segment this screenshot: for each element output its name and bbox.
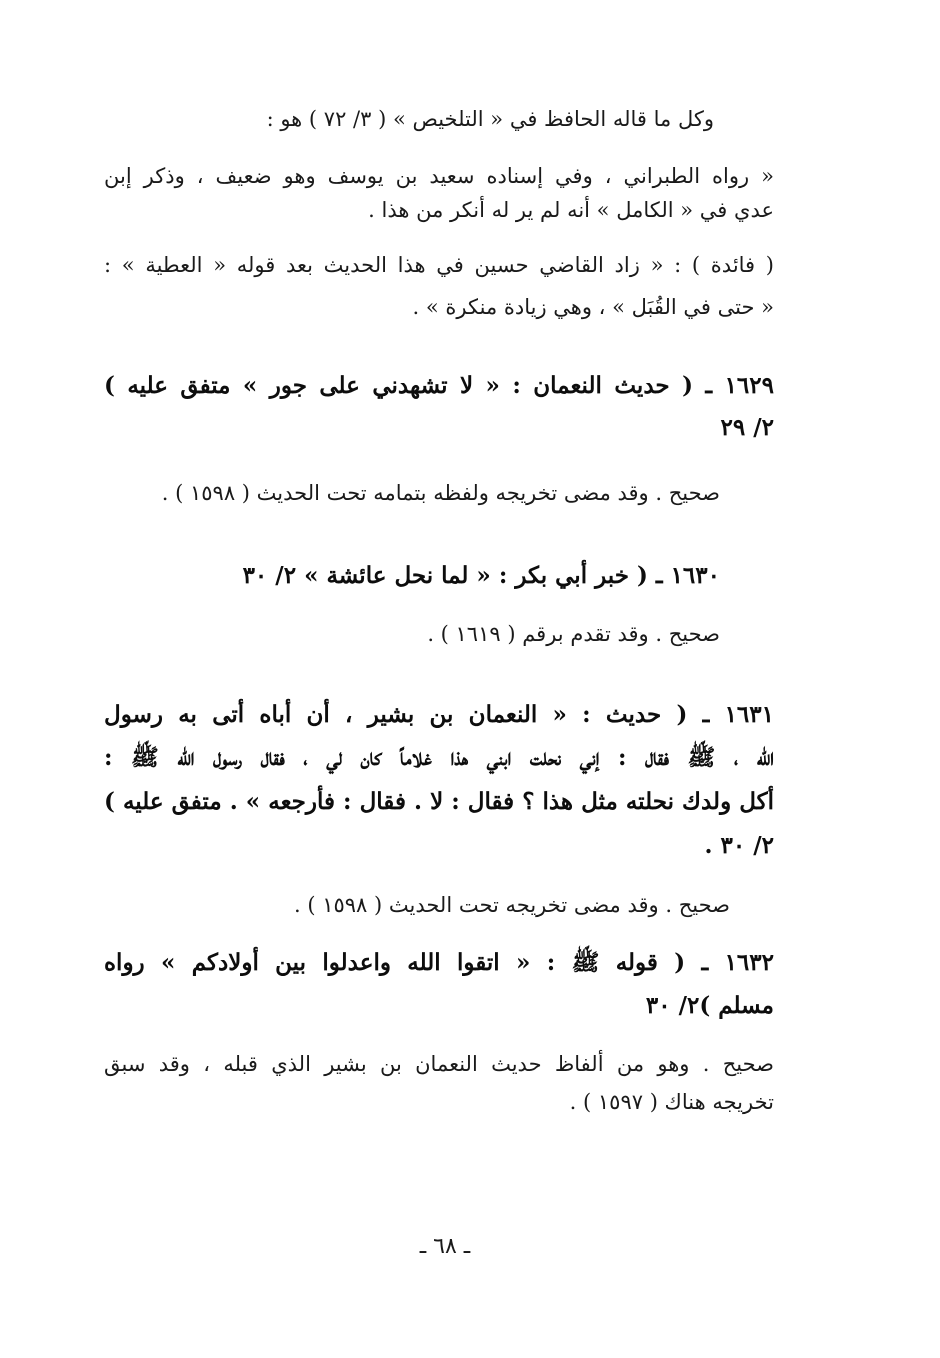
hadith-1631-line-2: الله ، ﷺ فقال : إني نحلت ابني هذا غلاماً كان لي ، فقال رسول الله ﷺ : [104,744,774,771]
faida-line-2: « حتى في القُبَل » ، وهي زيادة منكرة » . [412,295,774,319]
hadith-1631-line-1: ١٦٣١ ـ ( حديث : « النعمان بن بشير ، أن أباه أتى به رسول [104,701,774,728]
tabarani-quote-line-2: عدي في « الكامل » أنه لم ير له أنكر من هذا . [368,198,774,222]
hadith-1631-line-3: أكل ولدك نحلته مثل هذا ؟ فقال : لا . فقال : فأرجعه » . متفق عليه ) [104,788,774,815]
grading-1632-line-1: صحيح . وهو من ألفاظ حديث النعمان بن بشير الذي قبله ، وقد سبق [104,1052,774,1076]
hadith-1632-line-2: مسلم )٢/ ٣٠ [645,992,774,1019]
hadith-1630: ١٦٣٠ ـ ( خبر أبي بكر : « لما نحل عائشة » ٢/ ٣٠ [242,562,720,589]
hadith-1632-line-1: ١٦٣٢ ـ ( قوله ﷺ : « اتقوا الله واعدلوا بين أولادكم » رواه [104,949,774,976]
takhlis-quote-intro: وكل ما قاله الحافظ في « التلخيص » ( ٣/ ٧٢ ) هو : [266,107,714,131]
grading-1629: صحيح . وقد مضى تخريجه ولفظه بتمامه تحت الحديث ( ١٥٩٨ ) . [161,481,720,505]
grading-1632-line-2: تخريجه هناك ( ١٥٩٧ ) . [569,1090,774,1114]
grading-1630: صحيح . وقد تقدم برقم ( ١٦١٩ ) . [427,622,720,646]
hadith-1631-line-4: ٢/ ٣٠ . [704,832,774,859]
page-number: ـ ٦٨ ـ [419,1234,471,1259]
tabarani-quote-line-1: « رواه الطبراني ، وفي إسناده سعيد بن يوسف وهو ضعيف ، وذكر إبن [104,164,774,188]
hadith-1629-line-2: ٢/ ٢٩ [720,414,774,441]
grading-1631: صحيح . وقد مضى تخريجه تحت الحديث ( ١٥٩٨ ) . [293,893,730,917]
faida-line-1: ( فائدة ) : « زاد القاضي حسين في هذا الحديث بعد قوله « العطية » : [104,253,774,277]
hadith-1629-line-1: ١٦٢٩ ـ ( حديث النعمان : « لا تشهدني على جور » متفق عليه ) [104,372,774,399]
